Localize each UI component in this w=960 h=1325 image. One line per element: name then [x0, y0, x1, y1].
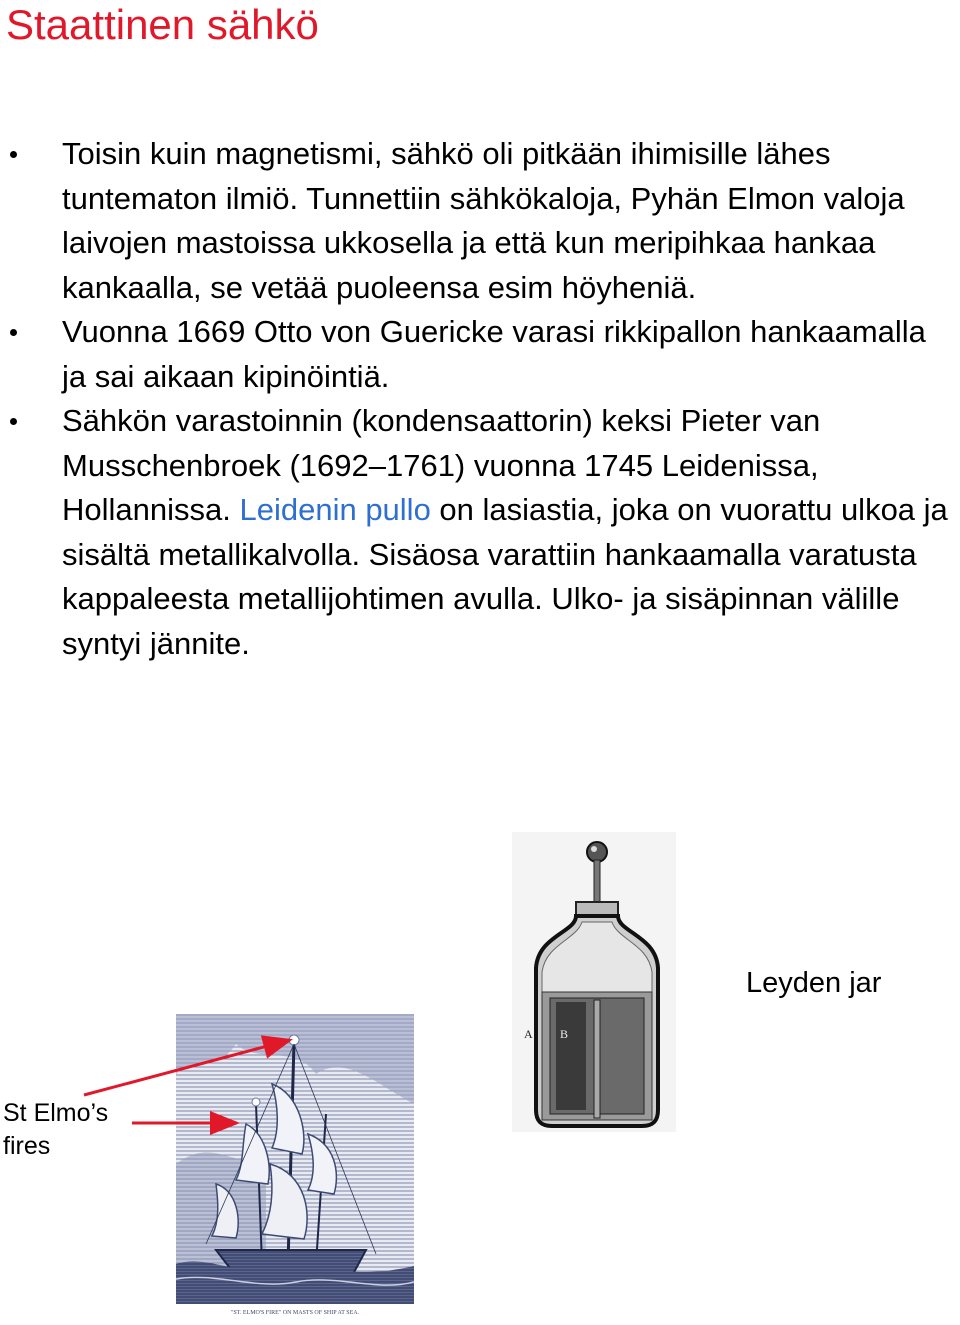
bullet-text-3b: on lasiastia, joka on vuorattu ulkoa ja sisältä metallikalvolla. Sisäosa varattiin hankaamalla varatusta kappaleesta metallijohtimen avulla. Ulko- ja sisäpinnan välille syntyi jännite.	[62, 492, 948, 661]
leyden-jar-image	[512, 832, 676, 1132]
st-elmo-label	[3, 1097, 108, 1163]
jar-letter-a: A	[524, 1027, 533, 1041]
jar-letter-b: B	[560, 1027, 569, 1041]
bullet-list	[0, 132, 960, 666]
st-elmo-label-line1: St Elmo’s	[3, 1099, 109, 1127]
bullet-item-3	[0, 399, 960, 666]
bullet-text-2: Vuonna 1669 Otto von Guericke varasi rikkipallon hankaamalla ja sai aikaan kipinöintiä.	[62, 314, 926, 394]
leiden-jar-highlight: Leidenin pullo	[239, 492, 431, 527]
bullet-dot-icon	[10, 418, 17, 425]
st-elmo-ship-image	[176, 1014, 414, 1321]
leyden-jar-label: Leyden jar	[746, 967, 882, 999]
bullet-item-1	[0, 132, 960, 310]
ship-caption: "ST. ELMO'S FIRE" ON MASTS OF SHIP AT SEA.	[230, 1310, 360, 1316]
bullet-text-3a: Sähkön varastoinnin (kondensaattorin) keksi Pieter van Musschenbroek (1692–1761) vuonna 1745 Leidenissa, Hollannissa.	[62, 403, 821, 527]
bullet-text-1: Toisin kuin magnetismi, sähkö oli pitkään ihimisille lähes tuntematon ilmiö. Tunnettiin sähkökaloja, Pyhän Elmon valoja laivojen mastoissa ukkosella ja että kun meripihkaa hankaa kankaalla, se vetää puoleensa esim höyheniä.	[62, 136, 905, 305]
bullet-dot-icon	[10, 329, 17, 336]
st-elmo-label-line2: fires	[3, 1132, 51, 1160]
bullet-item-2	[0, 310, 960, 399]
bullet-dot-icon	[10, 151, 17, 158]
page-title: Staattinen sähkö	[6, 1, 319, 48]
